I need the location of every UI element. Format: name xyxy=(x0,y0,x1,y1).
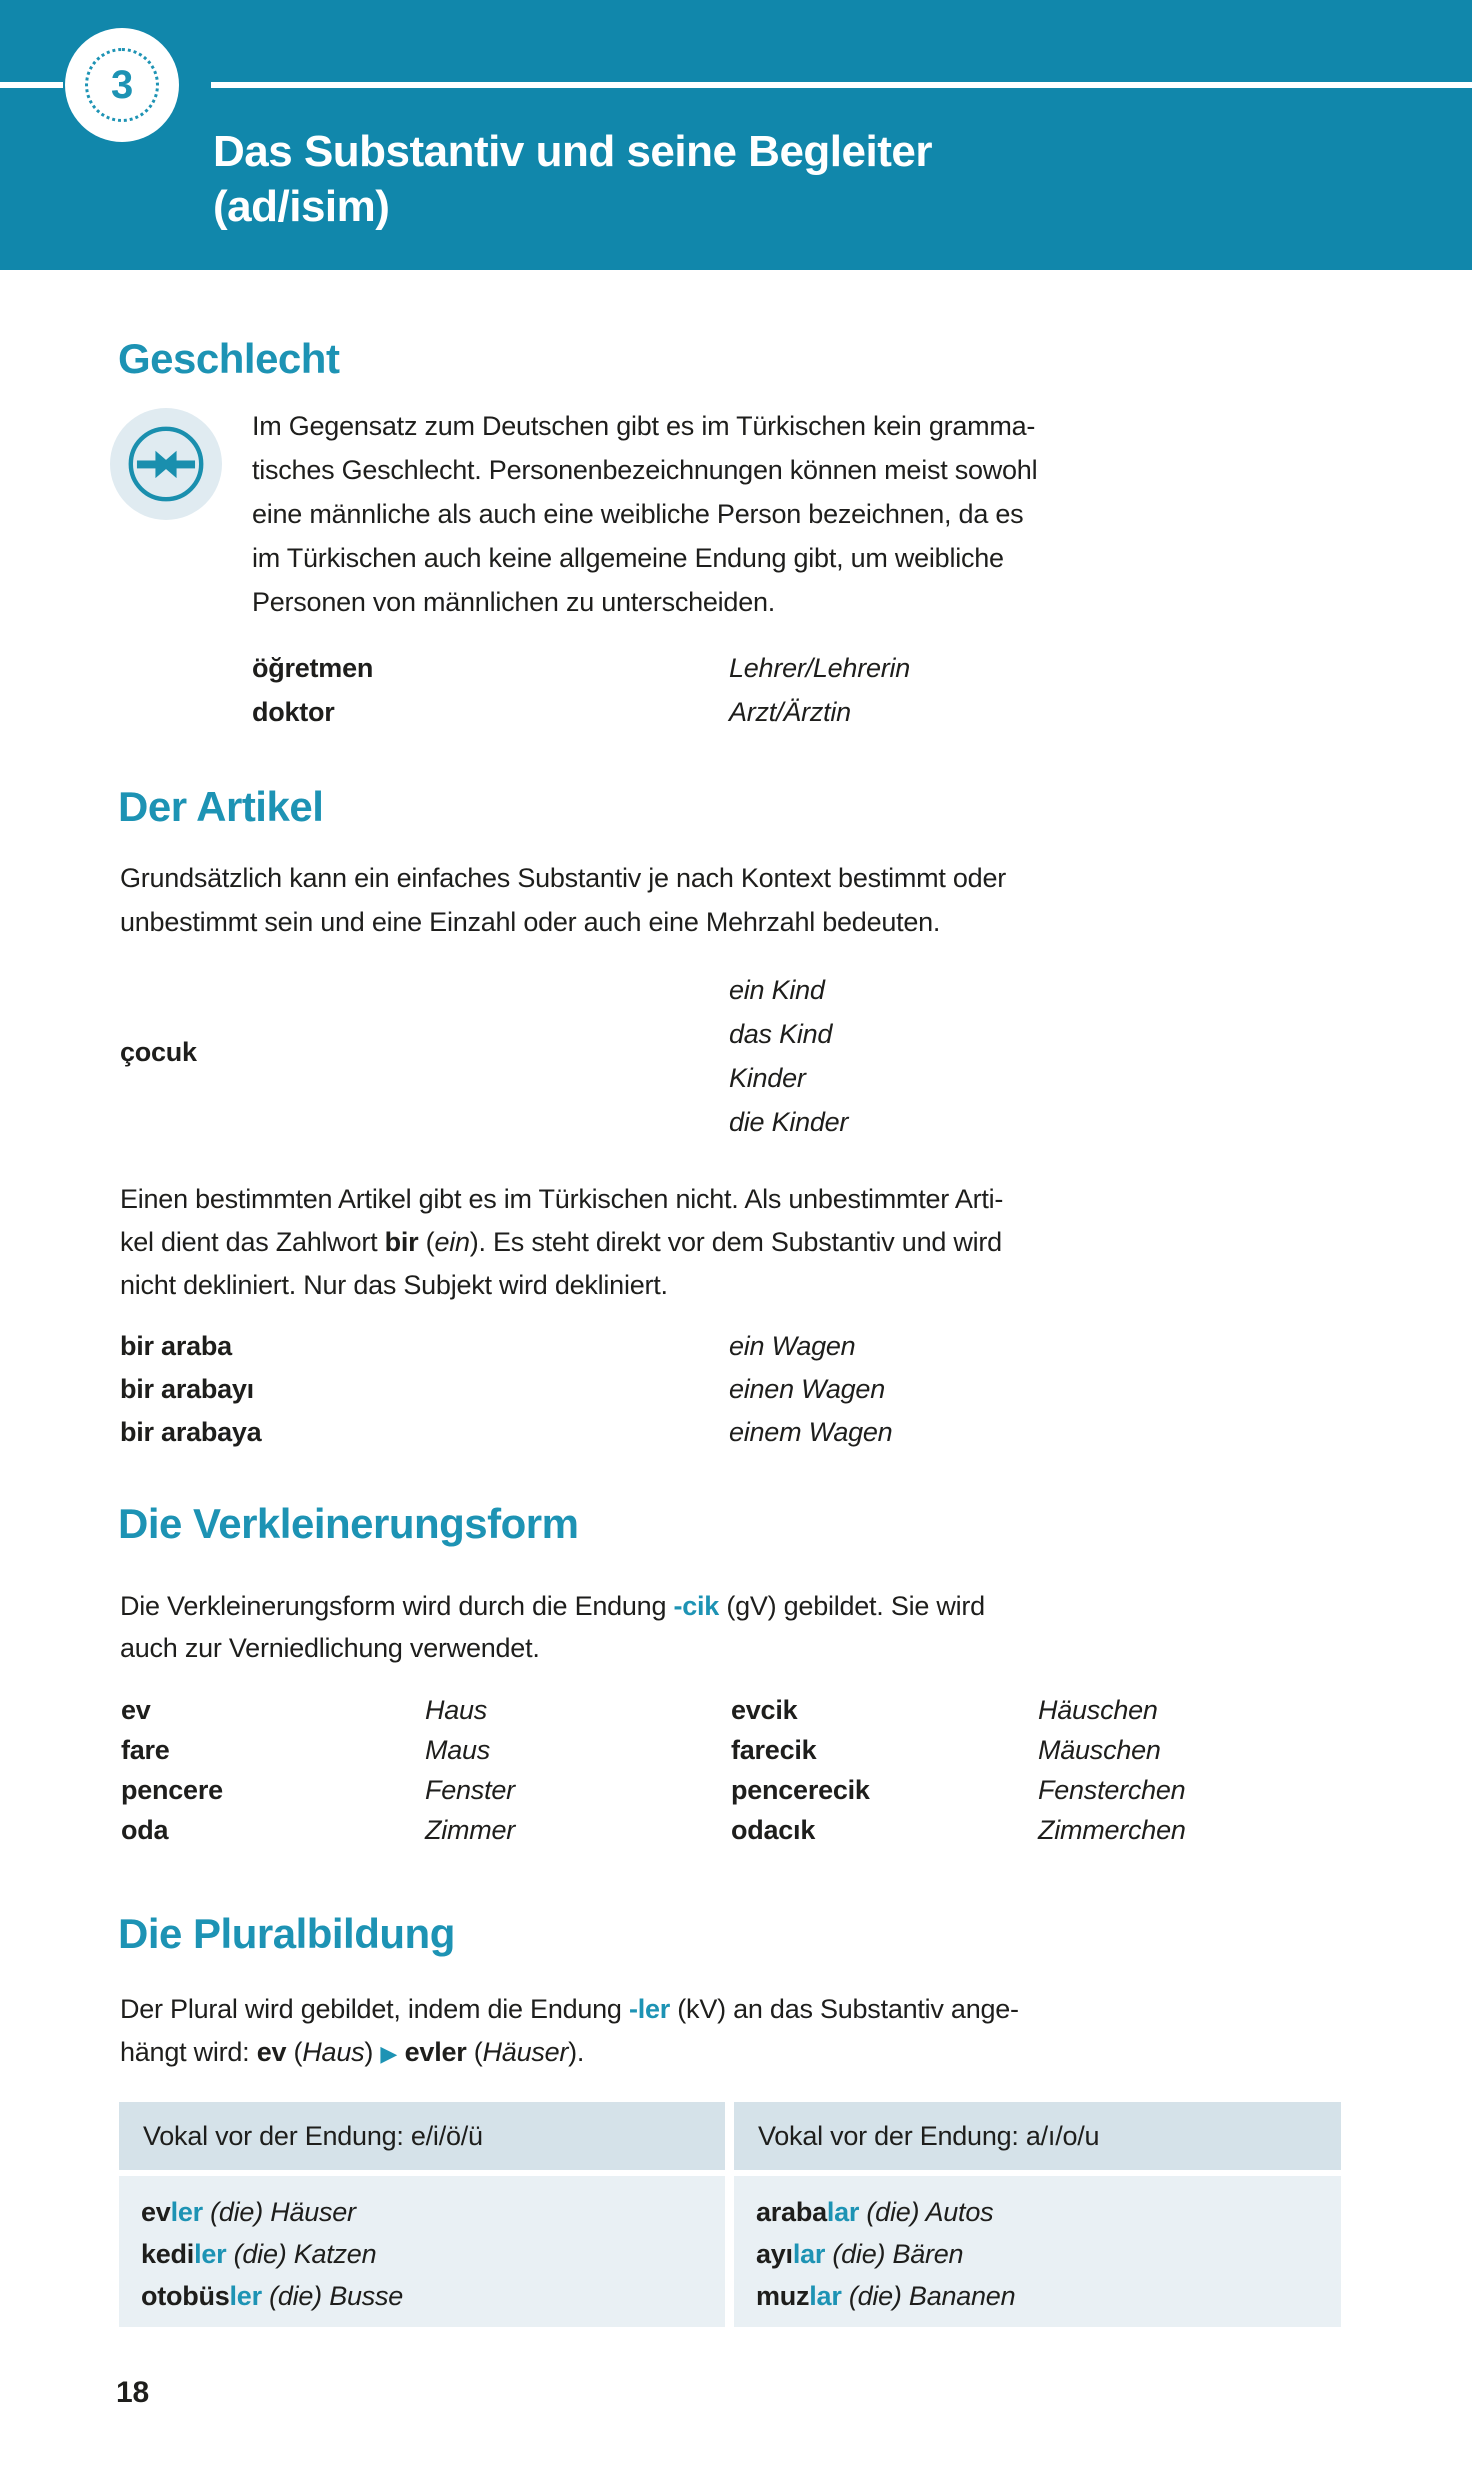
chapter-title-line2: (ad/isim) xyxy=(213,182,390,231)
text-line xyxy=(120,1264,1003,1307)
table-cell: evcik xyxy=(731,1695,798,1725)
plural-box-header: Vokal vor der Endung: e/i/ö/ü xyxy=(119,2102,725,2170)
text-segment: (die) Katzen xyxy=(226,2239,377,2269)
text-segment: bir xyxy=(384,1227,419,1257)
header-rule-right xyxy=(211,82,1472,88)
chapter-number-badge xyxy=(65,28,179,142)
plural-box-body xyxy=(734,2176,1341,2327)
text-segment: kedi xyxy=(141,2239,195,2269)
table-cell: ev xyxy=(121,1695,151,1725)
vocab-row xyxy=(252,690,851,734)
text-line xyxy=(141,2233,725,2275)
text-segment: (gV) gebildet. Sie wird xyxy=(719,1591,985,1621)
text-segment: Der Plural wird gebildet, indem die Endung xyxy=(120,1994,629,2024)
text-segment: ). xyxy=(568,2037,585,2067)
text-line xyxy=(120,1585,985,1627)
text-segment: Die Verkleinerungsform wird durch die Endung xyxy=(120,1591,674,1621)
table-cell: pencere xyxy=(121,1775,223,1805)
text-segment: ev xyxy=(256,2037,287,2067)
chapter-title-line1: Das Substantiv und seine Begleiter xyxy=(213,127,932,176)
german-translation: Lehrer/Lehrerin xyxy=(729,653,911,683)
text-line: ein Kind xyxy=(729,975,825,1005)
table-cell: Maus xyxy=(425,1735,491,1765)
text-line xyxy=(141,2275,725,2317)
text-line: die Kinder xyxy=(729,1107,849,1137)
text-line xyxy=(120,1178,1003,1221)
text-line: Grundsätzlich kann ein einfaches Substantiv je nach Kontext bestimmt oder xyxy=(120,863,1006,893)
turkish-term: bir araba xyxy=(120,1331,232,1361)
text-segment: (die) Autos xyxy=(859,2197,994,2227)
text-line: Im Gegensatz zum Deutschen gibt es im Türkischen kein gramma- xyxy=(252,411,1036,441)
text-segment: auch zur Verniedlichung verwendet. xyxy=(120,1633,540,1663)
text-line: Personen von männlichen zu unterscheiden. xyxy=(252,587,776,617)
geschlecht-examples xyxy=(252,646,911,734)
section-heading-geschlecht: Geschlecht xyxy=(118,335,340,382)
german-translation: Arzt/Ärztin xyxy=(729,697,851,727)
chapter-title xyxy=(213,124,932,234)
vocab-row xyxy=(120,1368,885,1411)
table-cell: Fenster xyxy=(425,1775,515,1805)
text-segment: kel dient das Zahlwort xyxy=(120,1227,385,1257)
chapter-number: 3 xyxy=(110,63,133,107)
table-cell: Haus xyxy=(425,1695,488,1725)
table-cell: pencerecik xyxy=(731,1775,870,1805)
text-segment: ler xyxy=(170,2197,203,2227)
artikel-paragraph-2 xyxy=(120,1178,1003,1307)
text-line xyxy=(141,2191,725,2233)
chapter-header-band xyxy=(0,0,1472,270)
plural-box-body xyxy=(119,2176,725,2327)
text-segment: ( xyxy=(286,2037,303,2067)
german-translation: ein Wagen xyxy=(729,1331,856,1361)
text-segment: lar xyxy=(826,2197,860,2227)
verkleinerung-paragraph xyxy=(120,1585,985,1669)
text-line: unbestimmt sein und eine Einzahl oder auch eine Mehrzahl bedeuten. xyxy=(120,907,941,937)
artikel-paragraph-1 xyxy=(120,856,1006,944)
table-cell: odacık xyxy=(731,1815,816,1845)
text-segment: (kV) an das Substantiv ange- xyxy=(670,1994,1019,2024)
table-cell: Mäuschen xyxy=(1038,1735,1161,1765)
text-segment: ( xyxy=(418,1227,435,1257)
text-line: das Kind xyxy=(729,1019,833,1049)
text-line xyxy=(756,2191,1341,2233)
turkish-term: bir arabaya xyxy=(120,1417,262,1447)
section-heading-verkleinerungsform: Die Verkleinerungsform xyxy=(118,1500,579,1547)
page-number: 18 xyxy=(116,2376,149,2409)
geschlecht-paragraph xyxy=(252,404,1037,624)
plural-paragraph xyxy=(120,1988,1019,2075)
header-rule-left xyxy=(0,82,63,88)
vocab-row xyxy=(120,1325,856,1368)
text-segment: (die) Häuser xyxy=(202,2197,356,2227)
table-cell: Fensterchen xyxy=(1038,1775,1186,1805)
text-segment: lar xyxy=(792,2239,826,2269)
table-cell: fare xyxy=(121,1735,170,1765)
vocab-row xyxy=(252,646,911,690)
cocuk-translations xyxy=(729,968,848,1144)
text-line: eine männliche als auch eine weibliche Person bezeichnen, da es xyxy=(252,499,1024,529)
text-line xyxy=(120,1221,1003,1264)
plural-box-back-vowels xyxy=(734,2102,1341,2327)
german-translation: einem Wagen xyxy=(729,1417,893,1447)
table-cell: oda xyxy=(121,1815,169,1845)
bir-examples xyxy=(120,1325,893,1454)
text-segment: muz xyxy=(756,2281,810,2311)
section-heading-artikel: Der Artikel xyxy=(118,783,324,830)
turkish-term: doktor xyxy=(252,697,335,727)
german-translation: einen Wagen xyxy=(729,1374,885,1404)
text-segment xyxy=(397,2037,404,2067)
text-segment: (die) Busse xyxy=(261,2281,404,2311)
text-line: im Türkischen auch keine allgemeine Endung gibt, um weibliche xyxy=(252,543,1004,573)
vocab-row xyxy=(120,1411,893,1454)
dotted-ring xyxy=(85,48,159,122)
arrow-right-icon: ▶ xyxy=(380,2041,398,2066)
text-segment: (die) Bären xyxy=(825,2239,964,2269)
text-segment: Häuser xyxy=(482,2037,569,2067)
text-segment: ) xyxy=(364,2037,381,2067)
text-line xyxy=(756,2275,1341,2317)
table-cell: Zimmer xyxy=(425,1815,516,1845)
text-line xyxy=(120,1627,985,1669)
text-segment: ). Es steht direkt vor dem Substantiv und wird xyxy=(469,1227,1002,1257)
text-segment: ( xyxy=(466,2037,483,2067)
text-segment: (die) Bananen xyxy=(841,2281,1016,2311)
table-cell: Zimmerchen xyxy=(1038,1815,1186,1845)
table-cell: farecik xyxy=(731,1735,817,1765)
text-line xyxy=(756,2233,1341,2275)
converging-arrows-icon xyxy=(110,408,222,520)
text-segment: lar xyxy=(809,2281,842,2311)
plural-box-header: Vokal vor der Endung: a/ı/o/u xyxy=(734,2102,1341,2170)
text-segment: evler xyxy=(404,2037,467,2067)
converging-arrows-glyph xyxy=(122,420,210,508)
cocuk-term: çocuk xyxy=(120,1037,197,1067)
table-cell: Häuschen xyxy=(1038,1695,1158,1725)
text-line: Kinder xyxy=(729,1063,806,1093)
plural-box-front-vowels xyxy=(119,2102,725,2327)
text-segment: ein xyxy=(434,1227,470,1257)
turkish-term: bir arabayı xyxy=(120,1374,254,1404)
text-segment: ler xyxy=(229,2281,262,2311)
text-line xyxy=(120,2031,1019,2075)
section-heading-pluralbildung: Die Pluralbildung xyxy=(118,1910,455,1957)
turkish-term: öğretmen xyxy=(252,653,374,683)
text-segment: nicht dekliniert. Nur das Subjekt wird dekliniert. xyxy=(120,1270,668,1300)
text-segment: -ler xyxy=(628,1994,671,2024)
text-segment: ayı xyxy=(756,2239,793,2269)
text-segment: Haus xyxy=(302,2037,365,2067)
text-segment: -cik xyxy=(673,1591,720,1621)
text-segment: araba xyxy=(756,2197,827,2227)
text-segment: ler xyxy=(194,2239,227,2269)
text-segment: hängt wird: xyxy=(120,2037,257,2067)
text-segment: otobüs xyxy=(141,2281,230,2311)
text-segment: ev xyxy=(141,2197,171,2227)
text-segment: Einen bestimmten Artikel gibt es im Türkischen nicht. Als unbestimmter Arti- xyxy=(120,1184,1004,1214)
text-line: tisches Geschlecht. Personenbezeichnungen können meist sowohl xyxy=(252,455,1038,485)
text-line xyxy=(120,1988,1019,2031)
